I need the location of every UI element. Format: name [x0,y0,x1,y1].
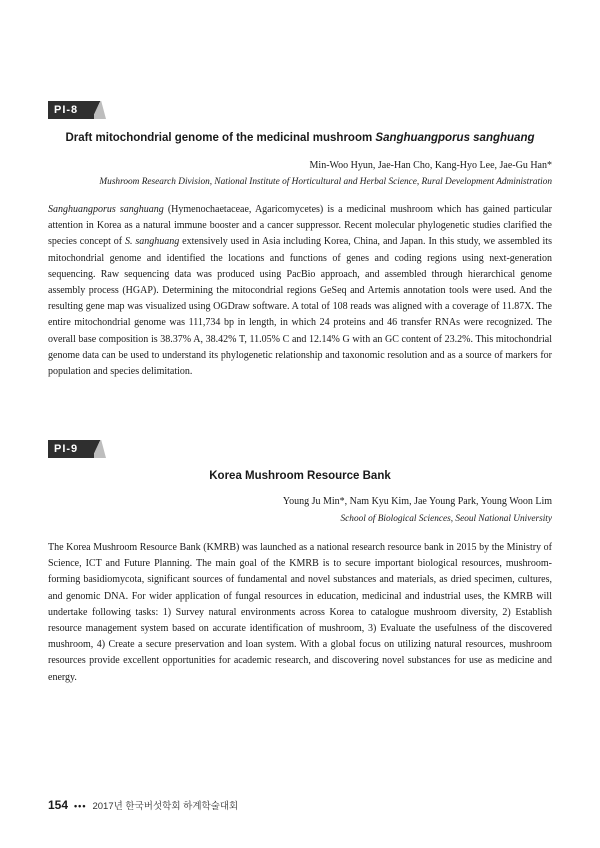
abstract-species: Sanghuangporus sanghuang [48,204,164,215]
title-species: Sanghuangporus sanghuang [375,132,535,144]
badge-label: PI-8 [48,101,94,119]
page-number: 154 [48,798,69,812]
page-footer [48,798,238,812]
affiliation: Mushroom Research Division, National Institute of Horticultural and Herbal Science, Rural Development Administration [99,177,552,187]
abstract-text-2: extensively used in Asia including Korea, China, and Japan. In this study, we assembled its mitochondrial genome and identified the locations and functions of genes and coding regions using next-generation sequencing. Raw sequencing data was produced using PacBio approach, and assembled through hierarchical genome assembly process (HGAP). Determining the mitocondrial regions GeSeq and Artemis annotation tools were used. And the resulting gene map was visualized using OGDraw software. A total of 108 reads was aligned with a coverage of 11.87X. The entire mitochondrial genome was 111,734 bp in length, in which 24 proteins and 46 transfer RNAs were recognized. The overall base composition is 38.37% A, 38.42% T, 11.05% C and 12.14% G with an GC content of 23.2%. This mitochondrial genome data can be used to understand its phylogenetic relationship and taxonomic resolution and as a source of markers for population and species delimitation. [48,236,552,378]
section-badge [48,101,106,119]
badge-slash-decoration [94,101,106,119]
section-badge [48,440,106,458]
paper-title [48,470,552,482]
abstract [48,540,552,686]
affiliation: School of Biological Sciences, Seoul National University [340,514,552,524]
abstract [48,202,552,380]
badge-slash-decoration [94,440,106,458]
abstract-text-1: The Korea Mushroom Resource Bank (KMRB) was launched as a national research resource bank in 2015 by the Ministry of Science, ICT and Future Planning. The main goal of the KMRB is to secure important biological resources, mushroom-forming basidiomycota, significant sources of fundamental and novel substances and materials, as dried specimen, cultures, and genomic DNA. For wider application of fungal resources in education, medicinal and industrial uses, the KMRB will undertake following tasks: 1) Survey natural environments across Korea to catalogue mushroom diversity, 2) Establish resource management system based on accurate identification of mushroom, 3) Evaluate the usefulness of the discovered mushroom, 4) Create a secure preservation and loan system. With a global focus on utilizing natural resources, mushroom resources provide excellent opportunities for academic research, and discovering novel substances for use as medicine and energy. [48,542,552,683]
paper-title [48,132,552,144]
authors: Young Ju Min*, Nam Kyu Kim, Jae Young Park, Young Woon Lim [282,496,552,507]
title-text: Korea Mushroom Resource Bank [209,470,391,482]
title-text: Draft mitochondrial genome of the medicinal mushroom [65,132,376,144]
authors: Min-Woo Hyun, Jae-Han Cho, Kang-Hyo Lee, Jae-Gu Han* [309,160,552,171]
abstract-species-abbrev: S. sanghuang [124,236,180,248]
badge-label: PI-9 [48,440,94,458]
abstract-text-1: (Hymenochaetaceae, Agaricomycetes) is a medicinal mushroom which has gained particular attention in Korea as a natural immune booster and a cancer suppressor. Recent molecular phylogenetic studies clarified the species concept of [48,204,552,248]
conference-name: 2017년 한국버섯학회 하계학술대회 [92,801,239,812]
footer-dots: ••• [74,801,87,811]
